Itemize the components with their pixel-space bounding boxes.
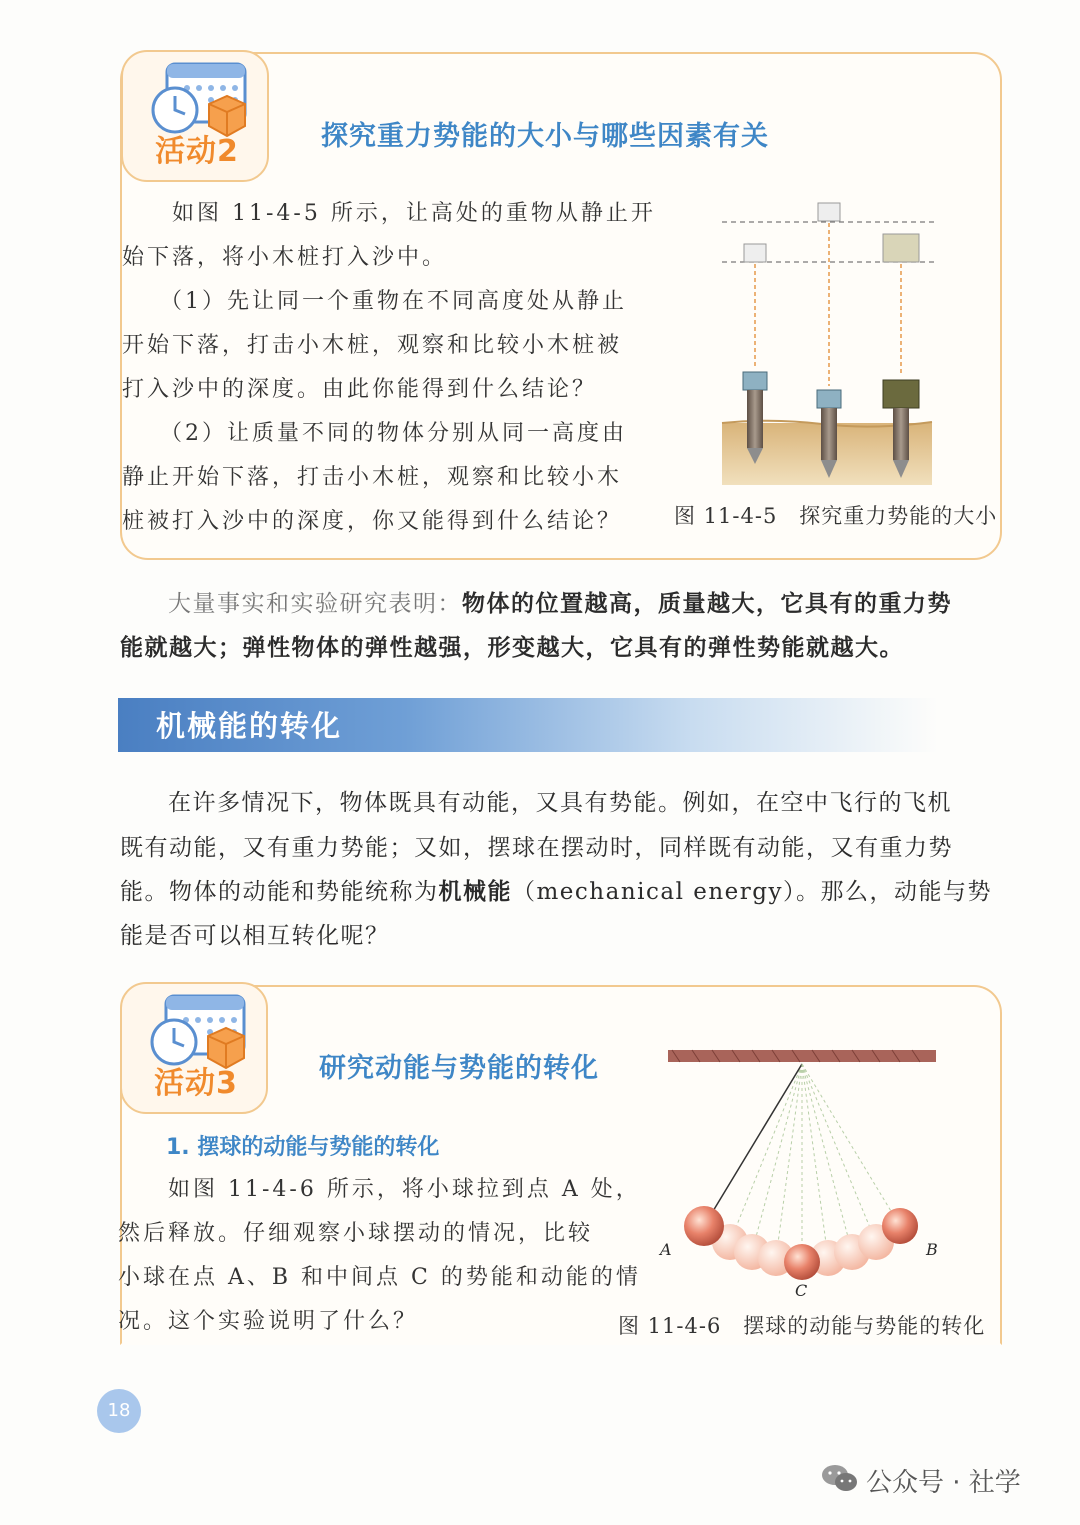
wechat-icon [820, 1462, 860, 1496]
activity2-label: 活动2 [155, 134, 239, 169]
activity3-title: 研究动能与势能的转化 [319, 1053, 599, 1084]
conclusion-line2: 能就越大；弹性物体的弹性越强，形变越大，它具有的弹性势能就越大。 [120, 634, 904, 661]
activity3-text-line1: 如图 11-4-6 所示，将小球拉到点 A 处， [168, 1177, 641, 1202]
section-line3-a: 能。物体的动能和势能统称为 [120, 879, 439, 905]
activity2-step2-line2: 静止开始下落，打击小木桩，观察和比较小木 [122, 465, 623, 490]
conclusion-line1 [168, 582, 952, 626]
activity3-badge [120, 982, 268, 1114]
activity2-step1-line3: 打入沙中的深度。由此你能得到什么结论？ [122, 377, 598, 402]
section-line2: 既有动能，又有重力势能；又如，摆球在摆动时，同样既有动能，又有重力势 [120, 835, 953, 861]
point-c-label: C [795, 1281, 808, 1300]
activity2-step1-line2: 开始下落，打击小木桩，观察和比较小木桩被 [122, 333, 623, 358]
section-line1: 在许多情况下，物体既具有动能，又具有势能。例如，在空中飞行的飞机 [168, 790, 952, 816]
figure-11-4-6-caption: 图 11-4-6 摆球的动能与势能的转化 [618, 1314, 986, 1338]
mechanical-energy-term: 机械能 [438, 878, 512, 905]
activity3-text-line2: 然后释放。仔细观察小球摆动的情况，比较 [118, 1221, 594, 1246]
activity2-badge [121, 50, 269, 182]
figure-11-4-5-caption: 图 11-4-5 探究重力势能的大小 [674, 504, 998, 528]
page-number: 18 [97, 1389, 141, 1433]
conclusion-lead: 大量事实和实验研究表明： [168, 591, 462, 617]
activity3-subhead: 1. 摆球的动能与势能的转化 [166, 1135, 440, 1160]
section-title: 机械能的转化 [156, 709, 343, 743]
section-line4: 能是否可以相互转化呢？ [120, 923, 390, 949]
activity2-step2-line3: 桩被打入沙中的深度，你又能得到什么结论？ [122, 509, 623, 534]
activity2-intro-line2: 始下落，将小木桩打入沙中。 [122, 245, 448, 270]
activity3-text-line3: 小球在点 A、B 和中间点 C 的势能和动能的情 [118, 1265, 641, 1290]
point-a-label: A [660, 1240, 672, 1259]
activity2-step2-line1: （2）让质量不同的物体分别从同一高度由 [160, 421, 627, 446]
activity2-step1-line1: （1）先让同一个重物在不同高度处从静止 [160, 289, 627, 314]
section-line3 [120, 870, 992, 914]
activity2-intro-line1: 如图 11-4-5 所示，让高处的重物从静止开 [172, 201, 656, 226]
gravity-potential-figure [712, 198, 952, 488]
section-line3-b: （mechanical energy）。那么，动能与势 [512, 879, 993, 905]
point-b-label: B [926, 1240, 938, 1259]
activity2-title: 探究重力势能的大小与哪些因素有关 [321, 121, 769, 152]
section-banner [118, 698, 938, 752]
activity3-text-line4: 况。这个实验说明了什么？ [118, 1309, 419, 1334]
conclusion-bold-1: 物体的位置越高，质量越大，它具有的重力势 [462, 590, 952, 617]
pendulum-figure [652, 1042, 952, 1302]
watermark: 公众号 · 社学 [866, 1468, 1021, 1498]
activity3-label: 活动3 [154, 1066, 238, 1101]
